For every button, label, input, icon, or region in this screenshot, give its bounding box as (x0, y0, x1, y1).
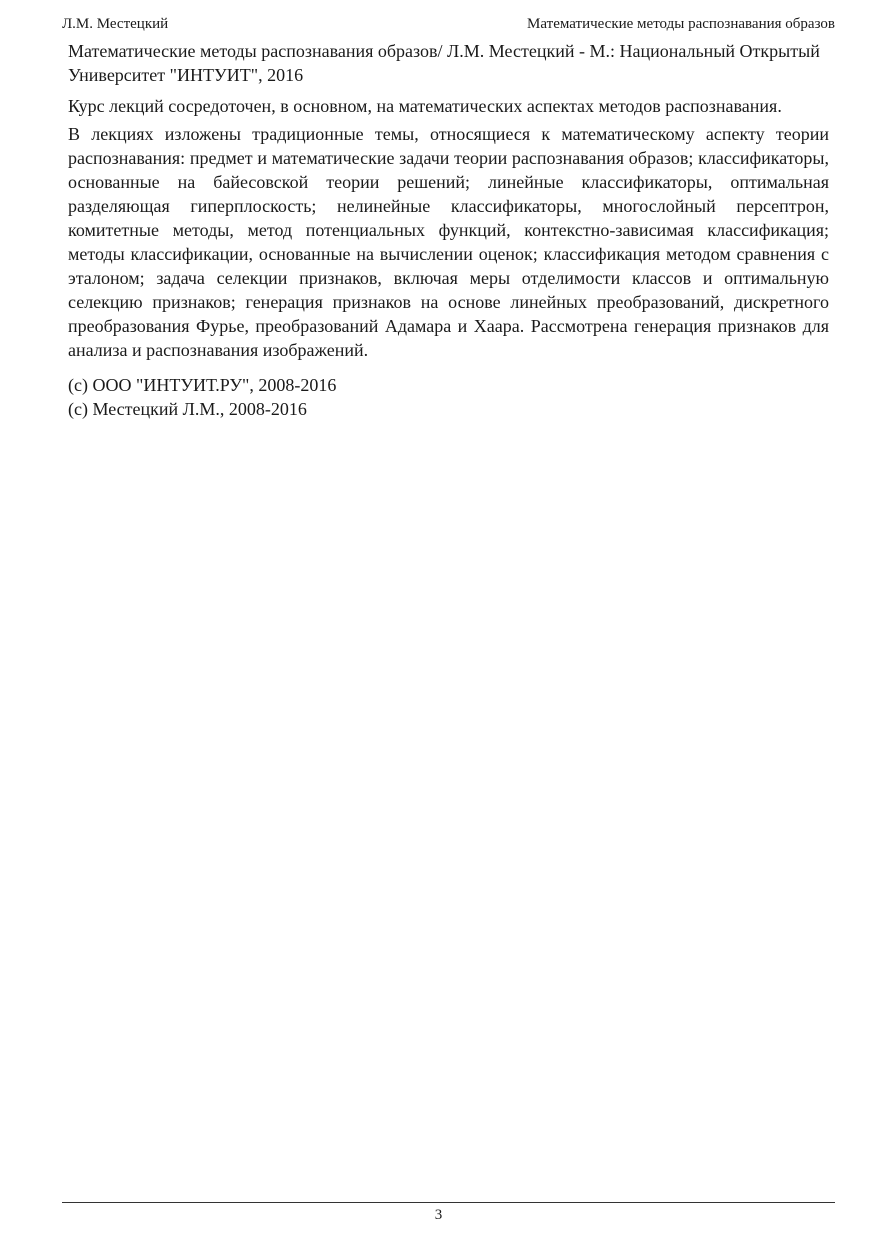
header-author: Л.М. Местецкий (62, 16, 169, 32)
abstract-paragraph-1: Курс лекций сосредоточен, в основном, на математических аспектах методов распознавания. (68, 96, 782, 116)
page-number: 3 (434, 1207, 443, 1223)
header-book-title: Математические методы распознавания образов (527, 16, 835, 32)
footer-divider (62, 1202, 835, 1203)
running-header (62, 13, 835, 35)
copyright-line-1: (c) ООО "ИНТУИТ.РУ", 2008-2016 (68, 375, 337, 395)
copyright-line-2: (c) Местецкий Л.М., 2008-2016 (68, 399, 307, 419)
bibliographic-citation: Математические методы распознавания образов/ Л.М. Местецкий - М.: Национальный Открытый Университет "ИНТУИТ", 2016 (68, 41, 820, 85)
page-content (68, 39, 829, 421)
abstract-paragraph-2: В лекциях изложены традиционные темы, относящиеся к математическому аспекту теории распознавания: предмет и математические задачи теории распознавания образов; классификаторы, основанные на байесовской теории решений; линейные классификаторы, оптимальная разделяющая гиперплоскость; нелинейные классификаторы, многослойный персептрон, комитетные методы, метод потенциальных функций, контекстно-зависимая классификация; методы классификации, основанные на вычислении оценок; классификация методом сравнения с эталоном; задача селекции признаков, включая меры отделимости классов и оптимальную селекцию признаков; генерация признаков на основе линейных преобразований, дискретного преобразования Фурье, преобразований Адамара и Хаара. Рассмотрена генерация признаков для анализа и распознавания изображений. (68, 124, 829, 360)
